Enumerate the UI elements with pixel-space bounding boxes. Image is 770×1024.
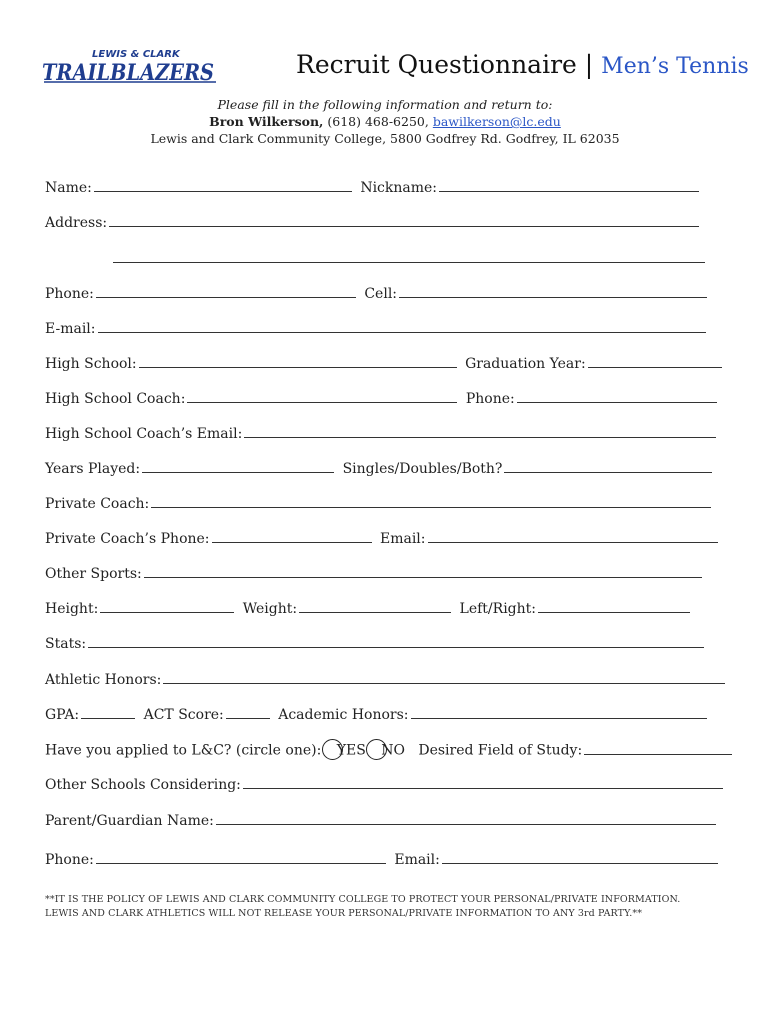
height-field[interactable] (100, 599, 234, 613)
row-other-schools (45, 775, 727, 793)
gpa-field[interactable] (81, 705, 135, 719)
name-field[interactable] (94, 178, 352, 192)
label-high-school: High School: (45, 356, 137, 372)
label-parent-email: Email: (394, 852, 440, 868)
hs-coach-phone-field[interactable] (517, 389, 717, 403)
row-height-weight (45, 599, 694, 617)
page-title (296, 50, 749, 79)
row-parent-name (45, 811, 720, 829)
label-other-sports: Other Sports: (45, 566, 142, 582)
parent-phone-field[interactable] (96, 850, 386, 864)
contact-name: Bron Wilkerson, (209, 114, 324, 129)
label-hs-coach: High School Coach: (45, 391, 186, 407)
logo-main-text: TRAILBLAZERS (42, 60, 214, 86)
parent-email-field[interactable] (442, 850, 718, 864)
label-years-played: Years Played: (45, 461, 141, 477)
option-yes[interactable]: YES (336, 742, 366, 759)
privacy-line-1: **IT IS THE POLICY OF LEWIS AND CLARK COMMUNITY COLLEGE TO PROTECT YOUR PERSONAL/PRIVATE INFORMATION. (45, 894, 681, 905)
row-academics (45, 705, 711, 723)
label-private-coach-email: Email: (379, 531, 426, 547)
address-field-line2[interactable] (113, 249, 705, 263)
label-other-schools: Other Schools Considering: (45, 777, 241, 793)
private-coach-email-field[interactable] (428, 529, 718, 543)
label-desired-field: Desired Field of Study: (418, 742, 583, 759)
intro-contact (0, 114, 770, 129)
logo-top-text: LEWIS & CLARK (92, 49, 180, 60)
label-applied: Have you applied to L&C? (circle one): (45, 742, 322, 759)
intro-address: Lewis and Clark Community College, 5800 Godfrey Rd. Godfrey, IL 62035 (150, 131, 620, 146)
label-stats: Stats: (45, 636, 87, 652)
row-private-coach (45, 494, 715, 512)
row-private-coach-phone (45, 529, 722, 547)
label-nickname: Nickname: (360, 180, 438, 196)
other-sports-field[interactable] (144, 564, 702, 578)
row-athletic-honors (45, 670, 729, 688)
label-academic-honors: Academic Honors: (278, 707, 409, 723)
graduation-year-field[interactable] (588, 354, 722, 368)
title-main: Recruit Questionnaire (296, 50, 577, 79)
label-phone: Phone: (45, 286, 94, 302)
private-coach-phone-field[interactable] (212, 529, 372, 543)
hs-coach-email-field[interactable] (244, 424, 716, 438)
label-hs-coach-phone: Phone: (465, 391, 515, 407)
label-weight: Weight: (242, 601, 298, 617)
stats-field[interactable] (88, 634, 704, 648)
weight-field[interactable] (299, 599, 451, 613)
trailblazers-logo (40, 46, 220, 86)
row-applied (45, 740, 736, 761)
label-email: E-mail: (45, 321, 96, 337)
act-score-field[interactable] (226, 705, 270, 719)
label-private-coach: Private Coach: (45, 496, 150, 512)
row-stats (45, 634, 708, 652)
row-years-played (45, 459, 716, 477)
row-parent-contact (45, 850, 722, 868)
desired-field-field[interactable] (584, 741, 732, 755)
row-address (45, 213, 703, 231)
row-email (45, 319, 710, 337)
label-cell: Cell: (364, 286, 398, 302)
label-height: Height: (45, 601, 99, 617)
athletic-honors-field[interactable] (163, 670, 725, 684)
label-graduation-year: Graduation Year: (465, 356, 586, 372)
label-hs-coach-email: High School Coach’s Email: (45, 426, 243, 442)
contact-phone: (618) 468-6250, (327, 114, 429, 129)
row-phone (45, 284, 711, 302)
hs-coach-field[interactable] (187, 389, 457, 403)
private-coach-field[interactable] (151, 494, 711, 508)
label-name: Name: (45, 180, 92, 196)
row-address-2 (111, 249, 709, 267)
label-left-right: Left/Right: (459, 601, 536, 617)
privacy-line-2: LEWIS AND CLARK ATHLETICS WILL NOT RELEASE YOUR PERSONAL/PRIVATE INFORMATION TO ANY 3rd PARTY.** (45, 907, 643, 919)
label-parent-name: Parent/Guardian Name: (45, 813, 214, 829)
academic-honors-field[interactable] (411, 705, 707, 719)
label-private-coach-phone: Private Coach’s Phone: (45, 531, 210, 547)
label-parent-phone: Phone: (45, 852, 94, 868)
row-hs-coach (45, 389, 721, 407)
label-act-score: ACT Score: (143, 707, 224, 723)
row-name (45, 178, 703, 196)
other-schools-field[interactable] (243, 775, 723, 789)
title-subtitle: Men’s Tennis (601, 54, 749, 79)
row-high-school (45, 354, 726, 372)
option-no[interactable]: NO (381, 742, 405, 759)
singles-doubles-field[interactable] (504, 459, 712, 473)
title-separator: | (584, 50, 594, 79)
cell-field[interactable] (399, 284, 707, 298)
contact-email-link[interactable]: bawilkerson@lc.edu (432, 114, 561, 129)
label-athletic-honors: Athletic Honors: (45, 672, 162, 688)
label-singles-doubles: Singles/Doubles/Both? (342, 461, 503, 477)
high-school-field[interactable] (139, 354, 457, 368)
row-hs-coach-email (45, 424, 720, 442)
nickname-field[interactable] (439, 178, 699, 192)
years-played-field[interactable] (142, 459, 334, 473)
privacy-notice (45, 893, 680, 920)
label-gpa: GPA: (45, 707, 80, 723)
row-other-sports (45, 564, 706, 582)
parent-name-field[interactable] (216, 811, 716, 825)
address-field[interactable] (109, 213, 699, 227)
yes-circle-option[interactable] (322, 739, 343, 760)
email-field[interactable] (98, 319, 706, 333)
phone-field[interactable] (96, 284, 356, 298)
label-address: Address: (45, 215, 108, 231)
intro-instruction: Please fill in the following information and return to: (217, 97, 553, 112)
left-right-field[interactable] (538, 599, 690, 613)
